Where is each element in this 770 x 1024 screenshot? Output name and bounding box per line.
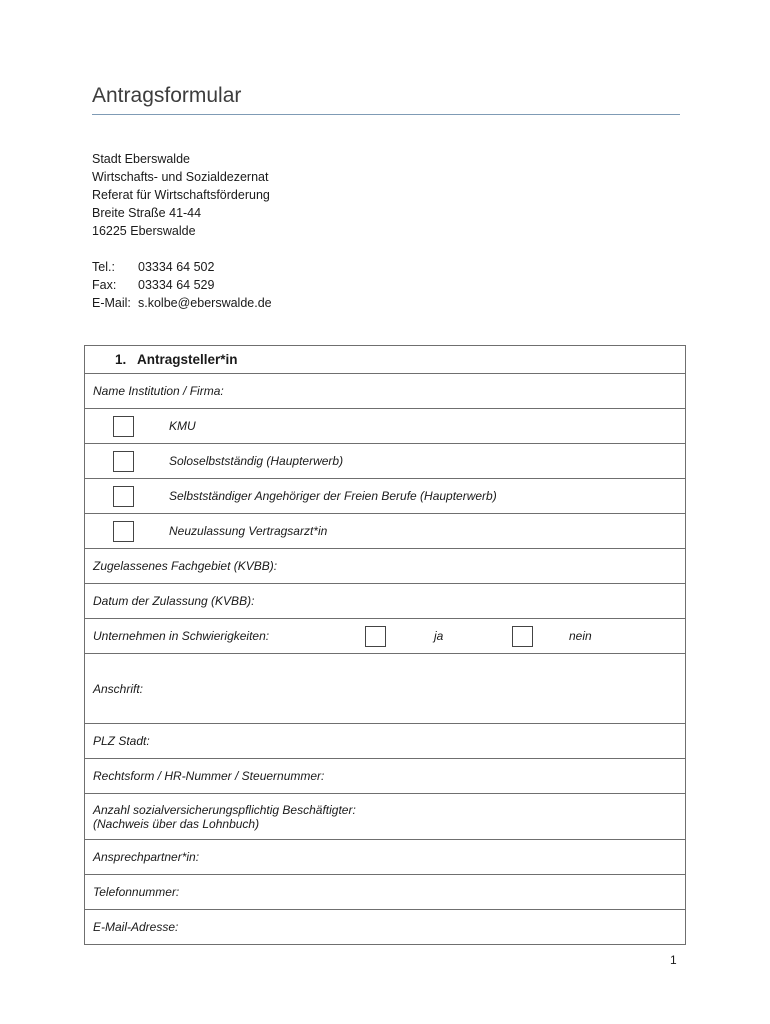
address-line: Wirtschafts- und Sozialdezernat <box>92 170 269 184</box>
field-label-anzahl: Anzahl sozialversicherungspflichtig Beschäftigter: <box>93 802 356 817</box>
contact-block <box>92 258 272 312</box>
form-row-rechtsform[interactable] <box>85 759 686 794</box>
freie-berufe-checkbox[interactable] <box>113 486 134 507</box>
field-label-anschrift[interactable]: Anschrift: <box>85 654 686 724</box>
option-label: KMU <box>169 419 196 433</box>
option-label: Soloselbstständig (Haupterwerb) <box>169 454 344 468</box>
email-row <box>92 294 272 312</box>
email-value[interactable]: s.kolbe@eberswalde.de <box>138 296 272 310</box>
field-label-rechtsform[interactable]: Rechtsform / HR-Nummer / Steuernummer: <box>85 759 686 794</box>
soloselbststaendig-checkbox[interactable] <box>113 451 134 472</box>
field-label-telefon[interactable]: Telefonnummer: <box>85 875 686 910</box>
section-number: 1. <box>115 352 127 367</box>
fax-row <box>92 276 272 294</box>
form-row-anschrift[interactable] <box>85 654 686 724</box>
form-row-email[interactable] <box>85 910 686 945</box>
address-block <box>92 150 270 240</box>
section-header-row <box>85 346 686 374</box>
fax-value: 03334 64 529 <box>138 278 215 292</box>
form-row-option-kmu[interactable] <box>85 409 686 444</box>
phone-value: 03334 64 502 <box>138 260 215 274</box>
field-label-datum[interactable]: Datum der Zulassung (KVBB): <box>85 584 686 619</box>
form-row-name[interactable] <box>85 374 686 409</box>
field-label-ansprechpartner[interactable]: Ansprechpartner*in: <box>85 840 686 875</box>
form-row-anzahl[interactable] <box>85 794 686 840</box>
ja-checkbox[interactable] <box>365 626 386 647</box>
nein-label: nein <box>569 629 592 643</box>
address-line: Referat für Wirtschaftsförderung <box>92 188 270 202</box>
form-row-option-solo[interactable] <box>85 444 686 479</box>
fax-label: Fax: <box>92 278 117 292</box>
field-label-fachgebiet[interactable]: Zugelassenes Fachgebiet (KVBB): <box>85 549 686 584</box>
field-label-plz[interactable]: PLZ Stadt: <box>85 724 686 759</box>
option-label: Selbstständiger Angehöriger der Freien Berufe (Haupterwerb) <box>169 489 497 503</box>
nein-checkbox[interactable] <box>512 626 533 647</box>
form-row-telefon[interactable] <box>85 875 686 910</box>
form-row-plz[interactable] <box>85 724 686 759</box>
form-row-ansprechpartner[interactable] <box>85 840 686 875</box>
field-label-schwierigkeiten: Unternehmen in Schwierigkeiten: <box>93 629 270 643</box>
page-number: 1 <box>670 953 677 967</box>
section-title: Antragsteller*in <box>137 352 238 367</box>
form-row-option-freie-berufe[interactable] <box>85 479 686 514</box>
field-note-anzahl: (Nachweis über das Lohnbuch) <box>93 816 260 831</box>
form-row-datum[interactable] <box>85 584 686 619</box>
form-title: Antragsformular <box>92 84 680 115</box>
ja-label: ja <box>434 629 444 643</box>
phone-row <box>92 258 272 276</box>
address-line: Stadt Eberswalde <box>92 152 190 166</box>
form-row-fachgebiet[interactable] <box>85 549 686 584</box>
field-label-name[interactable]: Name Institution / Firma: <box>85 374 686 409</box>
form-row-option-neuzulassung[interactable] <box>85 514 686 549</box>
neuzulassung-checkbox[interactable] <box>113 521 134 542</box>
address-line: 16225 Eberswalde <box>92 224 196 238</box>
phone-label: Tel.: <box>92 260 115 274</box>
field-label-email[interactable]: E-Mail-Adresse: <box>85 910 686 945</box>
application-form-table <box>84 345 686 945</box>
address-line: Breite Straße 41-44 <box>92 206 202 220</box>
form-row-schwierigkeiten[interactable] <box>85 619 686 654</box>
kmu-checkbox[interactable] <box>113 416 134 437</box>
option-label: Neuzulassung Vertragsarzt*in <box>169 524 328 538</box>
email-label: E-Mail: <box>92 296 131 310</box>
